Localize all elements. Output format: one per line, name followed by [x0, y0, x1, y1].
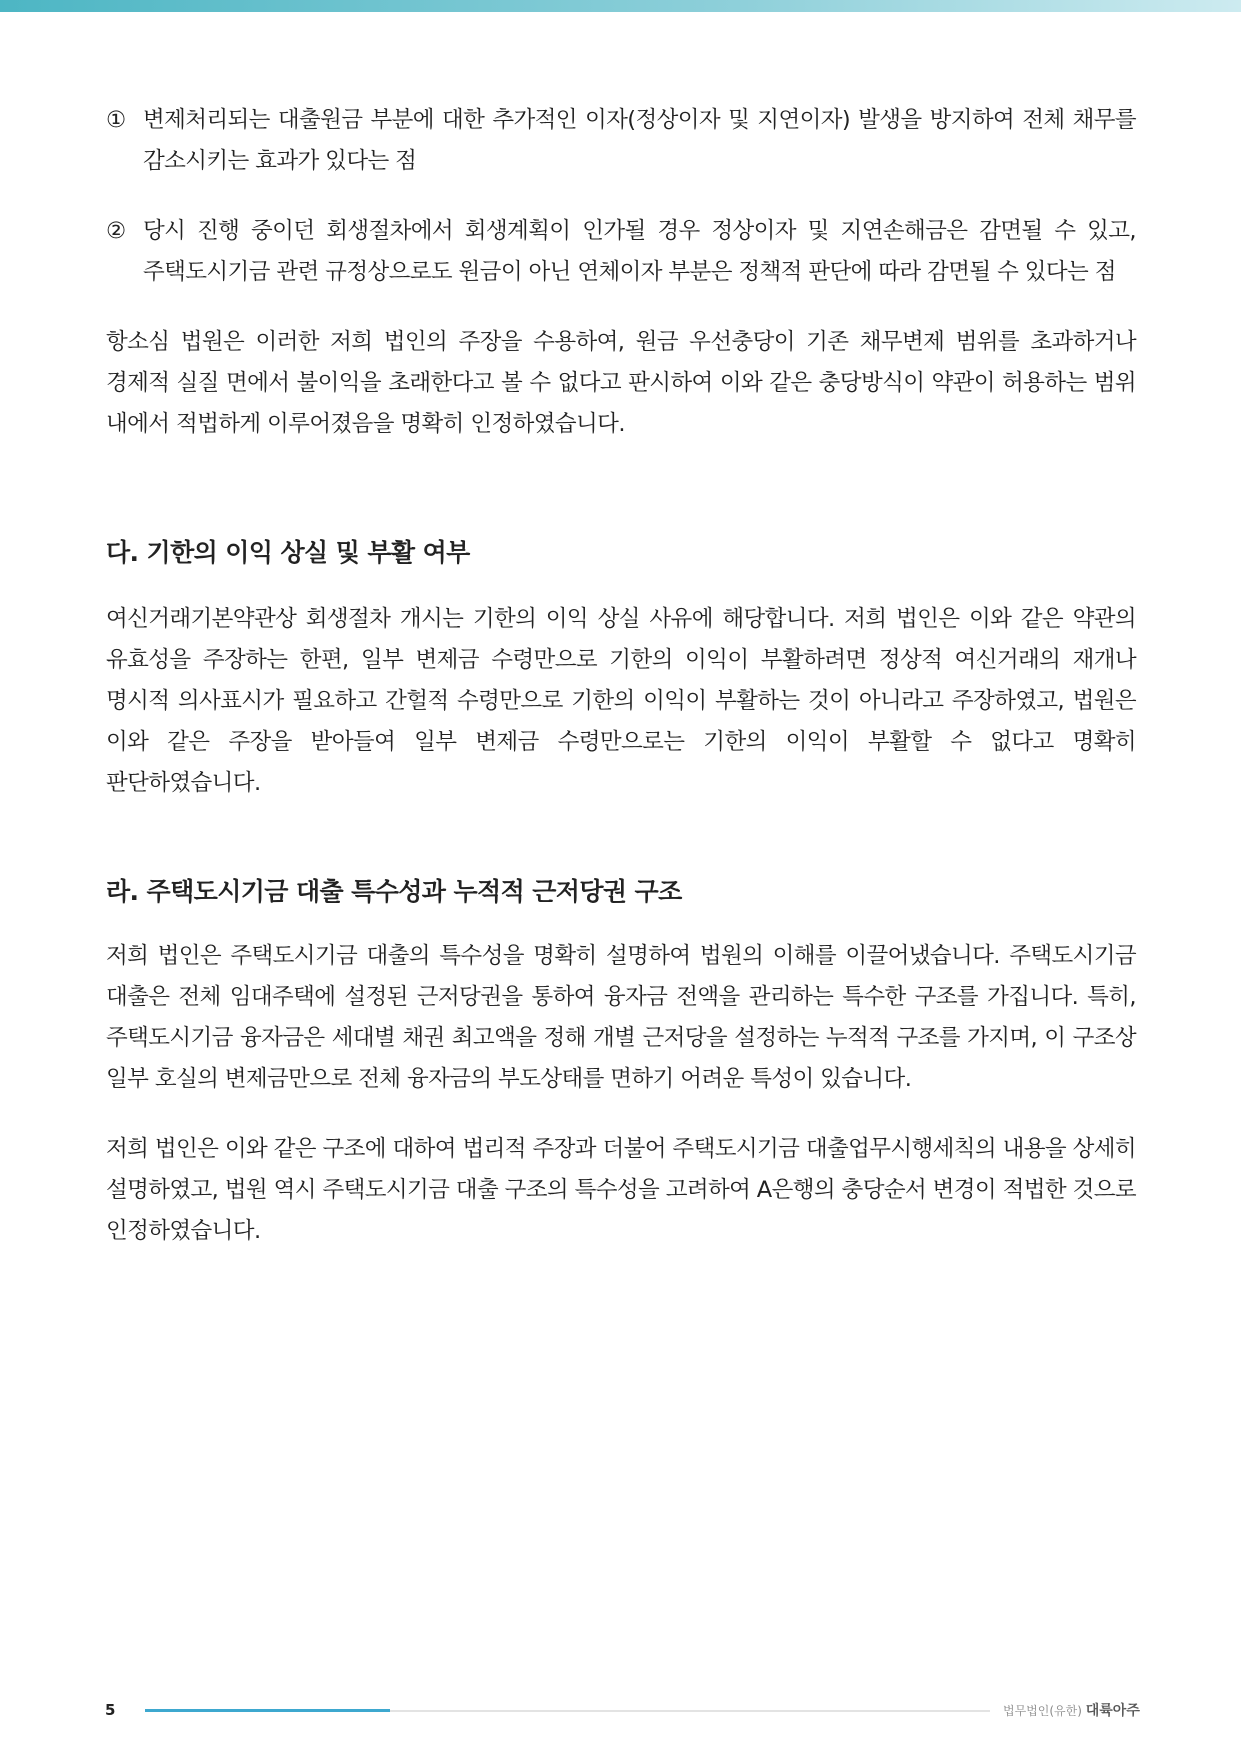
page-footer	[0, 1700, 1241, 1730]
paragraph: 저희 법인은 주택도시기금 대출의 특수성을 명확히 설명하여 법원의 이해를 이끌어냈습니다. 주택도시기금 대출은 전체 임대주택에 설정된 근저당권을 통하여 융자금 전액을 관리하는 특수한 구조를 가집니다. 특히, 주택도시기금 융자금은 세대별 채권 최고액을 정해 개별 근저당을 설정하는 누적적 구조를 가지며, 이 구조상 일부 호실의 변제금만으로 전체 융자금의 부도상태를 면하기 어려운 특성이 있습니다.	[106, 943, 1136, 1092]
document-body	[106, 100, 1136, 1252]
paragraph: 저희 법인은 이와 같은 구조에 대하여 법리적 주장과 더불어 주택도시기금 대출업무시행세칙의 내용을 상세히 설명하였고, 법원 역시 주택도시기금 대출 구조의 특수성을 고려하여 A은행의 충당순서 변경이 적법한 것으로 인정하였습니다.	[106, 1136, 1136, 1244]
firm-name: 대륙아주	[1085, 1703, 1140, 1719]
footer-divider-accent	[145, 1709, 390, 1712]
list-item	[106, 100, 1136, 182]
firm-logo-text	[1003, 1701, 1140, 1721]
top-accent-bar	[0, 0, 1241, 12]
page-number: 5	[105, 1701, 116, 1719]
list-item	[106, 211, 1136, 293]
list-item-text: 당시 진행 중이던 회생절차에서 회생계획이 인가될 경우 정상이자 및 지연손해금은 감면될 수 있고, 주택도시기금 관련 규정상으로도 원금이 아닌 연체이자 부분은 정책적 판단에 따라 감면될 수 있다는 점	[143, 218, 1136, 285]
section-heading-da: 다. 기한의 이익 상실 및 부활 여부	[106, 538, 470, 567]
list-item-text: 변제처리되는 대출원금 부분에 대한 추가적인 이자(정상이자 및 지연이자) 발생을 방지하여 전체 채무를 감소시키는 효과가 있다는 점	[143, 107, 1136, 174]
list-marker: ②	[106, 218, 126, 244]
firm-prefix: 법무법인(유한)	[1003, 1704, 1082, 1718]
paragraph-appeal: 항소심 법원은 이러한 저희 법인의 주장을 수용하여, 원금 우선충당이 기존 채무변제 범위를 초과하거나 경제적 실질 면에서 불이익을 초래한다고 볼 수 없다고 판시하여 이와 같은 충당방식이 약관이 허용하는 범위 내에서 적법하게 이루어졌음을 명확히 인정하였습니다.	[106, 329, 1136, 437]
list-marker: ①	[106, 107, 126, 133]
paragraph: 여신거래기본약관상 회생절차 개시는 기한의 이익 상실 사유에 해당합니다. 저희 법인은 이와 같은 약관의 유효성을 주장하는 한편, 일부 변제금 수령만으로 기한의 이익이 부활하려면 정상적 여신거래의 재개나 명시적 의사표시가 필요하고 간헐적 수령만으로 기한의 이익이 부활하는 것이 아니라고 주장하였고, 법원은 이와 같은 주장을 받아들여 일부 변제금 수령만으로는 기한의 이익이 부활할 수 없다고 명확히 판단하였습니다.	[106, 606, 1136, 796]
section-heading-ra: 라. 주택도시기금 대출 특수성과 누적적 근저당권 구조	[106, 877, 682, 906]
